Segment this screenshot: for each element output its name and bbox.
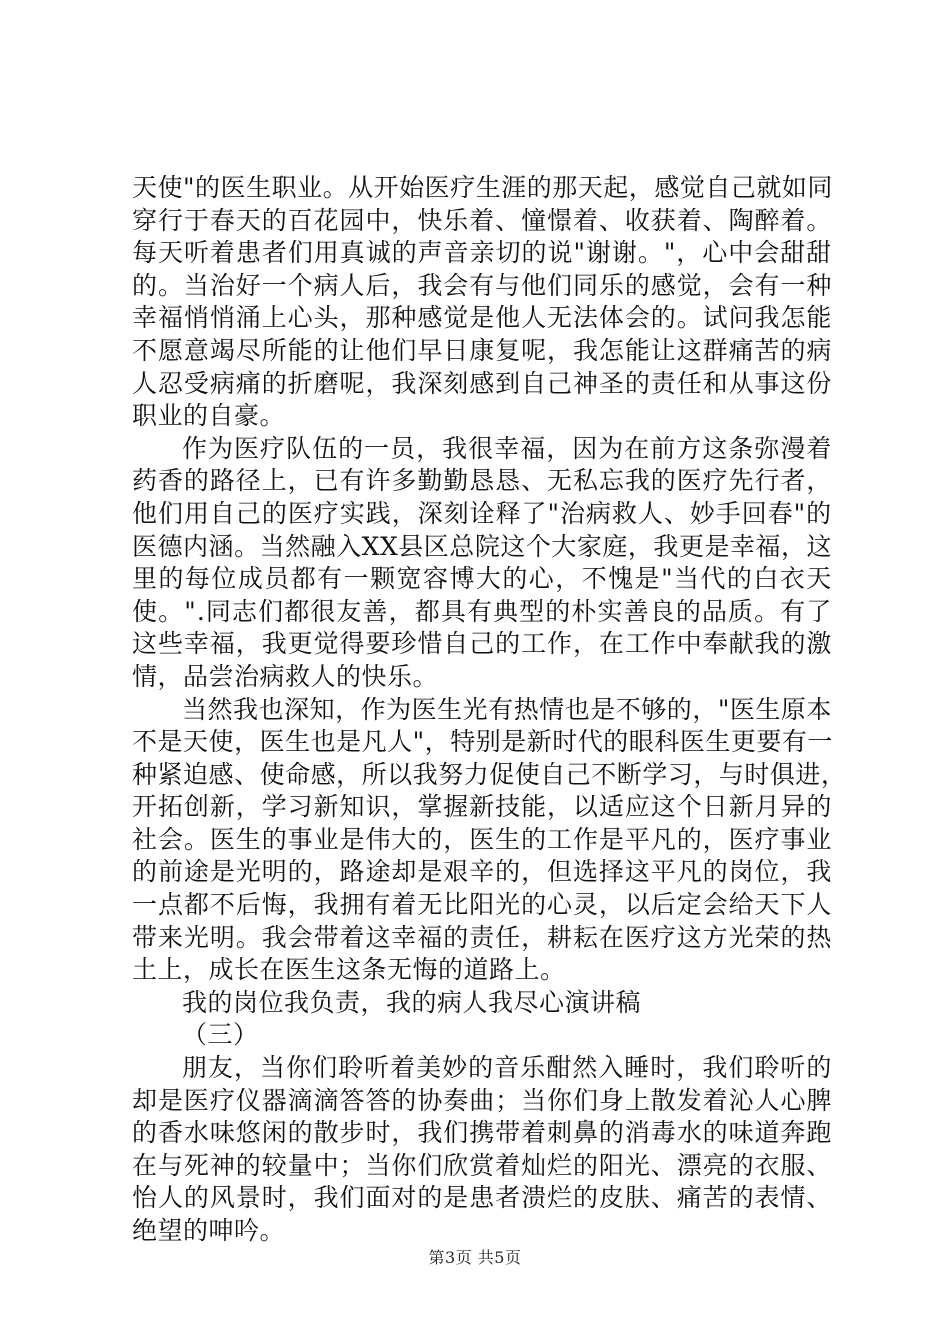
section-number: （三） xyxy=(182,1020,259,1050)
section-title: 我的岗位我负责，我的病人我尽心演讲稿 xyxy=(182,987,642,1017)
text-line: 穿 行 于 春 天 的 百 花 园 中 ， 快 乐 着 、 憧 憬 着 、 收 获 着 、 陶 醉 着 。 xyxy=(132,205,832,235)
text-line: 不 是 天 使 ， 医 生 也 是 凡 人 " ， 特 别 是 新 时 代 的 眼 科 医 生 更 要 有 一 xyxy=(132,727,833,757)
text-line: 绝望的呻吟。 xyxy=(132,1216,286,1245)
text-line: 人 忍 受 病 痛 的 折 磨 呢 ， 我 深 刻 感 到 自 己 神 圣 的 责 任 和 从 事 这 份 xyxy=(132,368,832,398)
text-line: 天 使 " 的 医 生 职 业 。 从 开 始 医 疗 生 涯 的 那 天 起 ， 感 觉 自 己 就 如 同 xyxy=(132,173,833,202)
text-line: 使 。 " . 同 志 们 都 很 友 善 ， 都 具 有 典 型 的 朴 实 善 良 的 品 质 。 有 了 xyxy=(132,596,832,626)
text-line: 里 的 每 位 成 员 都 有 一 颗 宽 容 博 大 的 心 ， 不 愧 是 " 当 代 的 白 衣 天 xyxy=(132,564,832,594)
text-line: 怡 人 的 风 景 时 ， 我 们 面 对 的 是 患 者 溃 烂 的 皮 肤 、 痛 苦 的 表 情 、 xyxy=(132,1183,832,1213)
text-line: 情，品尝治病救人的快乐。 xyxy=(132,661,439,691)
text-line: 开 拓 创 新 ， 学 习 新 知 识 ， 掌 握 新 技 能 ， 以 适 应 这 个 日 新 月 异 的 xyxy=(132,792,832,822)
text-line: 幸 福 悄 悄 涌 上 心 头 ， 那 种 感 觉 是 他 人 无 法 体 会 的 。 试 问 我 怎 能 xyxy=(132,303,832,333)
text-line: 医 德 内 涵 。 当 然 融 入 X X 县 区 总 院 这 个 大 家 庭 ， 我 更 是 幸 福 ， 这 xyxy=(132,531,833,561)
text-line: 的 香 水 味 悠 闲 的 散 步 时 ， 我 们 携 带 着 刺 鼻 的 消 毒 水 的 味 道 奔 跑 xyxy=(132,1118,832,1148)
document-body xyxy=(132,172,847,1248)
text-line: 种 紧 迫 感 、 使 命 感 ， 所 以 我 努 力 促 使 自 己 不 断 学 习 ， 与 时 俱 进 ， xyxy=(132,759,847,789)
text-line: 却 是 医 疗 仪 器 滴 滴 答 答 的 协 奏 曲 ； 当 你 们 身 上 散 发 着 沁 人 心 脾 xyxy=(132,1085,832,1115)
text-line: 不 愿 意 竭 尽 所 能 的 让 他 们 早 日 康 复 呢 ， 我 怎 能 让 这 群 痛 苦 的 病 xyxy=(132,335,832,365)
text-line: 的 前 途 是 光 明 的 ， 路 途 却 是 艰 辛 的 ， 但 选 择 这 平 凡 的 岗 位 ， 我 xyxy=(132,857,832,887)
text-line: 每 天 听 着 患 者 们 用 真 诚 的 声 音 亲 切 的 说 " 谢 谢 。 " ， 心 中 会 甜 甜 xyxy=(132,238,832,268)
paragraph-start-line: 作 为 医 疗 队 伍 的 一 员 ， 我 很 幸 福 ， 因 为 在 前 方 这 条 弥 漫 着 xyxy=(182,433,832,463)
text-line: 职业的自豪。 xyxy=(132,401,286,431)
text-line: 他 们 用 自 己 的 医 疗 实 践 ， 深 刻 诠 释 了 " 治 病 救 人 、 妙 手 回 春 " 的 xyxy=(132,498,832,528)
paragraph-start-line: 当 然 我 也 深 知 ， 作 为 医 生 光 有 热 情 也 是 不 够 的 ， " 医 生 原 本 xyxy=(182,694,832,724)
text-line: 的 。 当 治 好 一 个 病 人 后 ， 我 会 有 与 他 们 同 乐 的 感 觉 ， 会 有 一 种 xyxy=(132,270,832,300)
text-line: 在 与 死 神 的 较 量 中 ； 当 你 们 欣 赏 着 灿 烂 的 阳 光 、 漂 亮 的 衣 服 、 xyxy=(132,1150,832,1180)
text-line: 药 香 的 路 径 上 ， 已 有 许 多 勤 勤 恳 恳 、 无 私 忘 我 的 医 疗 先 行 者 ， xyxy=(132,466,832,496)
text-line: 这 些 幸 福 ， 我 更 觉 得 要 珍 惜 自 己 的 工 作 ， 在 工 作 中 奉 献 我 的 激 xyxy=(132,629,832,659)
text-line: 带 来 光 明 。 我 会 带 着 这 幸 福 的 责 任 ， 耕 耘 在 医 疗 这 方 光 荣 的 热 xyxy=(132,922,832,952)
text-line: 土上，成长在医生这条无悔的道路上。 xyxy=(132,955,566,985)
paragraph-start-line: 朋 友 ， 当 你 们 聆 听 着 美 妙 的 音 乐 酣 然 入 睡 时 ， 我 们 聆 听 的 xyxy=(182,1053,832,1083)
text-line: 社 会 。 医 生 的 事 业 是 伟 大 的 ， 医 生 的 工 作 是 平 凡 的 ， 医 疗 事 业 xyxy=(132,824,832,854)
page-footer: 第3页 共5页 xyxy=(428,1248,522,1267)
text-line: 一 点 都 不 后 悔 ， 我 拥 有 着 无 比 阳 光 的 心 灵 ， 以 后 定 会 给 天 下 人 xyxy=(132,890,832,920)
